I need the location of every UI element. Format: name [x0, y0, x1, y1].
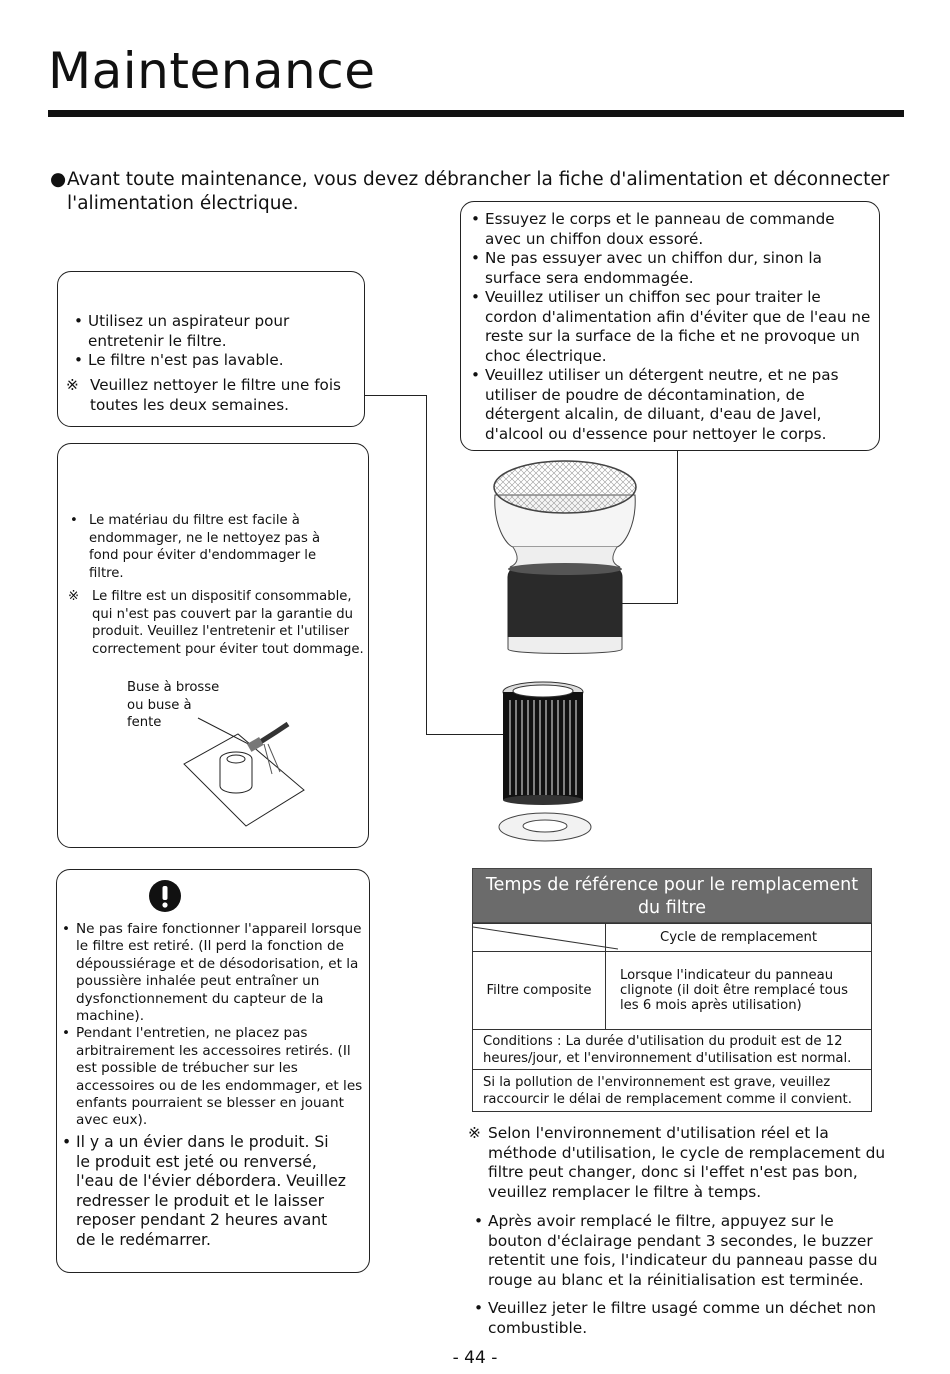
connector-line	[426, 395, 427, 735]
filter-care-box	[57, 443, 369, 848]
list-item: • Après avoir remplacé le filtre, appuyez sur le bouton d'éclairage pendant 3 secondes, le buzzer retentit une fois, l'indicateur du panneau passe du rouge au blanc et la réinitialisation est terminée.	[474, 1212, 888, 1290]
note	[66, 376, 380, 415]
list-item: • Veuillez utiliser un chiffon sec pour traiter le cordon d'alimentation afin d'éviter que de l'eau ne reste sur la surface de la fiche et ne provoque un choc électrique.	[471, 288, 871, 366]
list-item: • Ne pas faire fonctionner l'appareil lorsque le filtre est retiré. (Il perd la fonction de dépoussiérage et de désodorisation, et la poussière inhalée peut entraîner un dysfonctionnement du capteur de la machine).	[62, 921, 366, 1025]
bullet-icon: ●	[50, 169, 67, 190]
list-item: • Le matériau du filtre est facile à endommager, ne le nettoyez pas à fond pour éviter d'endommager le filtre.	[70, 512, 340, 582]
intro-text: Avant toute maintenance, vous devez débrancher la fiche d'alimentation et déconnecter l'alimentation électrique.	[67, 169, 890, 214]
table-cell: Filtre composite	[473, 952, 606, 1030]
list-item: • Veuillez jeter le filtre usagé comme un déchet non combustible.	[474, 1299, 888, 1338]
note-text: Le filtre est un dispositif consommable, qui n'est pas couvert par la garantie du produit. Veuillez l'entretenir et l'utiliser correctement pour éviter tout dommage.	[92, 589, 364, 657]
note-text: Veuillez nettoyer le filtre une fois toutes les deux semaines.	[90, 376, 341, 414]
warning-icon	[148, 879, 182, 913]
air-purifier-illustration	[488, 455, 648, 845]
reference-mark-icon: ※	[468, 1124, 481, 1142]
table-cell: Si la pollution de l'environnement est grave, veuillez raccourcir le délai de remplacement comme il convient.	[473, 1070, 872, 1112]
title-rule	[48, 110, 904, 117]
connector-line	[677, 448, 678, 604]
reference-mark-icon: ※	[66, 376, 79, 394]
list-item: • Utilisez un aspirateur pour entretenir le filtre.	[74, 312, 344, 351]
note	[68, 588, 372, 658]
note-text: Selon l'environnement d'utilisation réel et la méthode d'utilisation, le cycle de remplacement du filtre peut changer, donc si l'effet n'est pas bon, veuillez remplacer le filtre à temps.	[488, 1124, 886, 1201]
nozzle-label: Buse à brosse ou buse à fente	[127, 680, 220, 731]
replacement-table	[472, 868, 872, 1112]
replacement-notes	[468, 1124, 888, 1338]
diagonal-line	[473, 924, 618, 952]
page-number: - 44 -	[452, 1348, 498, 1368]
table-cell: Lorsque l'indicateur du panneau clignote (il doit être remplacé tous les 6 mois après utilisation)	[606, 952, 872, 1030]
warning-box	[56, 869, 370, 1273]
column-header: Cycle de remplacement	[606, 924, 872, 952]
table-corner-cell	[473, 924, 606, 952]
page-title: Maintenance	[48, 42, 376, 100]
body-cleaning-box	[460, 201, 880, 451]
table-title: Temps de référence pour le remplacement du filtre	[472, 868, 872, 923]
list-item: • Pendant l'entretien, ne placez pas arbitrairement les accessoires retirés. (Il est possible de trébucher sur les accessoires ou de les endommager, et les enfants pourraient se blesser en jouant avec eux).	[62, 1025, 366, 1129]
note	[468, 1124, 888, 1202]
list-item: • Essuyez le corps et le panneau de commande avec un chiffon doux essoré.	[471, 210, 871, 249]
list-item: • Le filtre n'est pas lavable.	[74, 351, 344, 371]
list-item: • Ne pas essuyer avec un chiffon dur, sinon la surface sera endommagée.	[471, 249, 871, 288]
list-item: • Il y a un évier dans le produit. Si le produit est jeté ou renversé, l'eau de l'évier débordera. Veuillez redresser le produit et le laisser reposer pendant 2 heures avant de le redémarrer.	[62, 1133, 347, 1250]
table-cell: Conditions : La durée d'utilisation du produit est de 12 heures/jour, et l'environnement d'utilisation est normal.	[473, 1030, 872, 1070]
vacuum-nozzle-illustration	[176, 714, 376, 834]
list-item: • Veuillez utiliser un détergent neutre, et ne pas utiliser de poudre de décontamination, de détergent alcalin, de diluant, d'eau de Javel, d'alcool ou d'essence pour nettoyer le corps.	[471, 366, 871, 444]
filter-cleaning-box	[57, 271, 365, 427]
reference-mark-icon: ※	[68, 589, 80, 604]
